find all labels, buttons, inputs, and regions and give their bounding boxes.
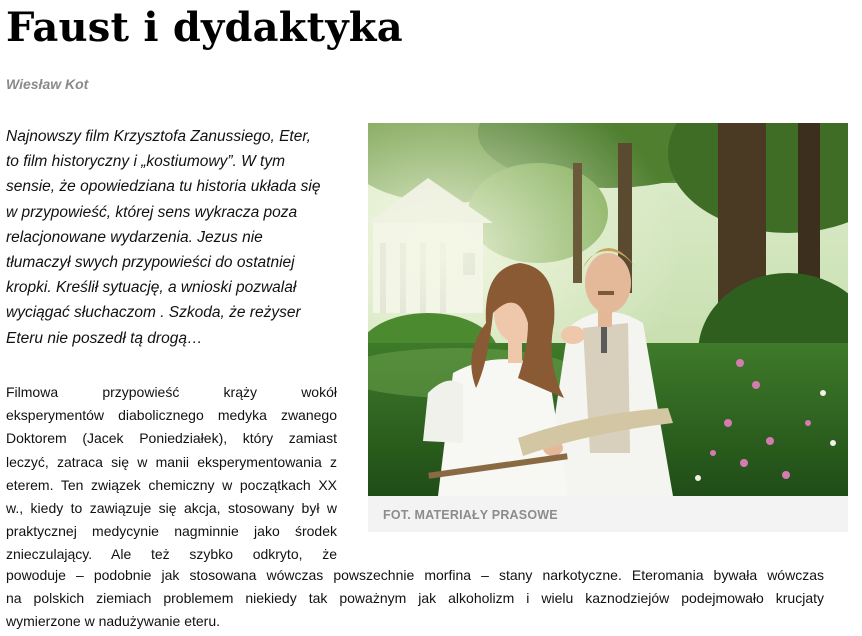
body-line: eterem. Ten związek chemiczny w początkach XX — [6, 476, 337, 493]
article-figure — [368, 123, 848, 532]
body-line: na polskich ziemiach problemem niekiedy tak poważnym jak alkoholizm i wielu kaznodziejów podejmowało krucjaty — [6, 590, 824, 607]
body-line: powoduje – podobnie jak stosowana wówczas powszechnie morfina – stany narkotyczne. Eteromania bywała wówczas — [6, 567, 824, 583]
lead-line: Najnowszy film Krzysztofa Zanussiego, Eter, — [6, 128, 311, 145]
body-line: w., kiedy to zawiązuje się akcja, stosowany był w — [6, 500, 337, 517]
article-body-wide — [6, 564, 824, 634]
lead-line: to film historyczny i „kostiumowy”. W tym — [6, 153, 286, 171]
article-photo[interactable] — [368, 123, 848, 496]
article-body-column — [6, 381, 337, 567]
body-line: leczyć, zatraca się w manii eksperymentowania z — [6, 453, 337, 470]
body-line: wymierzone w nadużywanie eteru. — [6, 613, 220, 630]
lead-line: sensie, że opowiedziana tu historia układa się — [6, 178, 321, 196]
lead-line: wyciągać słuchaczom . Szkoda, że reżyser — [6, 304, 301, 322]
author-name[interactable]: Wiesław Kot — [6, 76, 89, 92]
lead-line: kropki. Kreślił sytuację, a wnioski pozwalał — [6, 279, 297, 297]
lead-line: tłumaczył swych przypowieści do ostatniej — [6, 254, 295, 272]
lead-line: Eteru nie poszedł tą drogą… — [6, 329, 203, 347]
body-line: Filmowa przypowieść krąży wokół — [6, 384, 337, 400]
lead-line: relacjonowane wydarzenia. Jezus nie — [6, 228, 263, 246]
body-line: praktycznej medycynie nagminnie jako środek — [6, 523, 337, 540]
article-title: Faust i dydaktyka — [6, 4, 403, 51]
body-line: Doktorem (Jacek Poniedziałek), który zamiast — [6, 430, 337, 447]
body-line: znieczulający. Ale też szybko odkryto, że — [6, 546, 337, 563]
lead-line: w przypowieść, której sens wykracza poza — [6, 203, 298, 221]
photo-caption: FOT. MATERIAŁY PRASOWE — [383, 508, 558, 522]
body-line: eksperymentów diabolicznego medyka zwanego — [6, 407, 337, 424]
article-lead — [6, 124, 336, 351]
